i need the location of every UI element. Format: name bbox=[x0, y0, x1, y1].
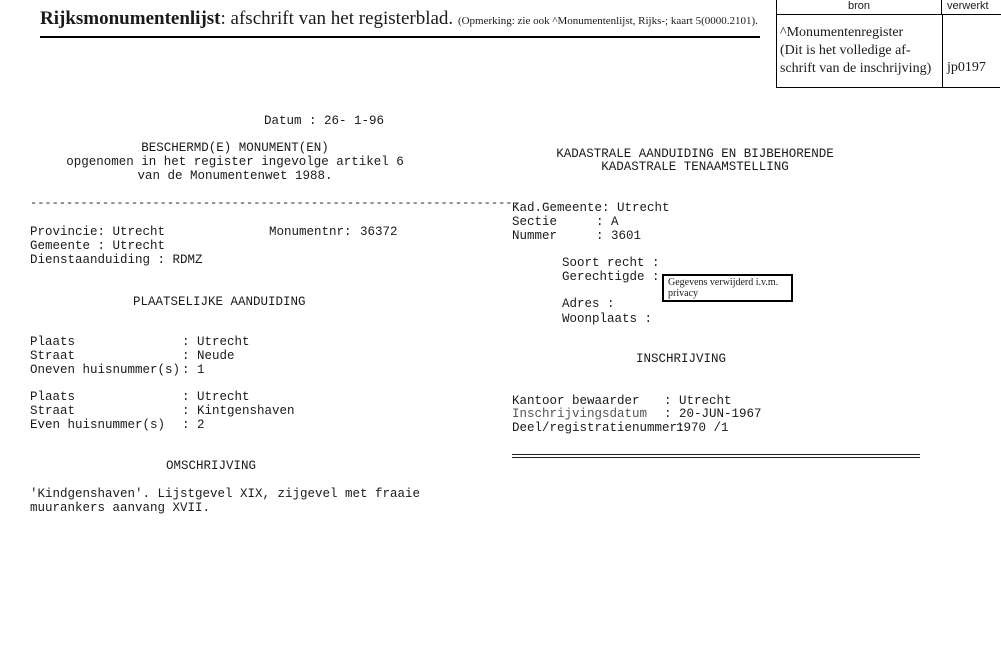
header-rule bbox=[40, 36, 760, 38]
sectie-label: Sectie bbox=[512, 215, 558, 229]
privacy-notice-box: Gegevens verwijderd i.v.m. privacy bbox=[662, 274, 793, 302]
kadastrale-heading-2: KADASTRALE TENAAMSTELLING bbox=[601, 160, 789, 174]
monument-heading-3: van de Monumentenwet 1988. bbox=[137, 169, 333, 183]
kantoor-value: : Utrecht bbox=[664, 394, 732, 408]
addr1-huisnummer-value: : 1 bbox=[182, 363, 205, 377]
provincie-line: Provincie: Utrecht bbox=[30, 225, 166, 239]
addr2-straat-label: Straat bbox=[30, 404, 76, 418]
verwerkt-code: jp0197 bbox=[947, 60, 986, 75]
addr1-straat-label: Straat bbox=[30, 349, 76, 363]
monument-heading-1: BESCHERMD(E) MONUMENT(EN) bbox=[141, 141, 329, 155]
addr1-plaats-label: Plaats bbox=[30, 335, 76, 349]
sectie-value: : A bbox=[596, 215, 619, 229]
addr2-plaats-value: : Utrecht bbox=[182, 390, 250, 404]
plaatselijke-heading: PLAATSELIJKE AANDUIDING bbox=[133, 295, 306, 309]
bron-divider bbox=[942, 15, 943, 88]
inschrijving-heading: INSCHRIJVING bbox=[636, 352, 727, 366]
gemeente-line: Gemeente : Utrecht bbox=[30, 239, 166, 253]
page-title bbox=[40, 8, 758, 30]
omschrijving-line-2: muurankers aanvang XVII. bbox=[30, 501, 211, 515]
datum-line: Datum : 26- 1-96 bbox=[264, 114, 385, 128]
dienst-line: Dienstaanduiding : RDMZ bbox=[30, 253, 203, 267]
nummer-label: Nummer bbox=[512, 229, 558, 243]
bron-line-2: (Dit is het volledige af- bbox=[780, 43, 911, 58]
page-title-bold: Rijksmonumentenlijst bbox=[40, 8, 221, 29]
bron-column-header: bron bbox=[777, 0, 942, 15]
bron-box bbox=[776, 0, 1000, 88]
monumentnr-value: 36372 bbox=[360, 225, 398, 239]
omschrijving-line-1: 'Kindgenshaven'. Lijstgevel XIX, zijgevel met fraaie bbox=[30, 487, 421, 501]
header-note: (Opmerking: zie ook ^Monumentenlijst, Rijks-; kaart 5(0000.2101). bbox=[457, 15, 758, 27]
deel-label: Deel/registratienummer: bbox=[512, 421, 685, 435]
kantoor-label: Kantoor bewaarder bbox=[512, 394, 640, 408]
verwerkt-column-header: verwerkt bbox=[947, 0, 989, 12]
inschrijvingsdatum-label: Inschrijvingsdatum bbox=[512, 407, 648, 421]
page-title-rest: : afschrift van het registerblad. bbox=[220, 8, 454, 29]
inschrijvingsdatum-value: : 20-JUN-1967 bbox=[664, 407, 762, 421]
kadastrale-heading-1: KADASTRALE AANDUIDING EN BIJBEHORENDE bbox=[556, 147, 834, 161]
addr2-straat-value: : Kintgenshaven bbox=[182, 404, 295, 418]
soort-recht-line: Soort recht : bbox=[562, 256, 660, 270]
addr2-plaats-label: Plaats bbox=[30, 390, 76, 404]
omschrijving-heading: OMSCHRIJVING bbox=[166, 459, 257, 473]
addr1-straat-value: : Neude bbox=[182, 349, 235, 363]
closing-rule-bottom bbox=[512, 457, 920, 458]
addr1-plaats-value: : Utrecht bbox=[182, 335, 250, 349]
bron-header-row bbox=[777, 0, 1001, 15]
monumentnr-label: Monumentnr: bbox=[269, 225, 352, 239]
kad-gemeente-line: Kad.Gemeente: Utrecht bbox=[512, 201, 670, 215]
nummer-value: : 3601 bbox=[596, 229, 642, 243]
monument-heading-2: opgenomen in het register ingevolge artikel 6 bbox=[66, 155, 404, 169]
adres-line: Adres : bbox=[562, 297, 615, 311]
bron-source-text bbox=[780, 24, 942, 78]
dashed-separator: -------------------------------------------------------------------- bbox=[30, 196, 520, 210]
closing-rule-top bbox=[512, 454, 920, 455]
addr1-huisnummer-label: Oneven huisnummer(s) bbox=[30, 363, 181, 377]
bron-line-1: ^Monumentenregister bbox=[780, 25, 904, 40]
gerechtigde-line: Gerechtigde : bbox=[562, 270, 660, 284]
woonplaats-line: Woonplaats : bbox=[562, 312, 653, 326]
addr2-huisnummer-label: Even huisnummer(s) bbox=[30, 418, 166, 432]
addr2-huisnummer-value: : 2 bbox=[182, 418, 205, 432]
bron-line-3: schrift van de inschrijving) bbox=[780, 61, 932, 76]
deel-value: 1970 /1 bbox=[676, 421, 729, 435]
